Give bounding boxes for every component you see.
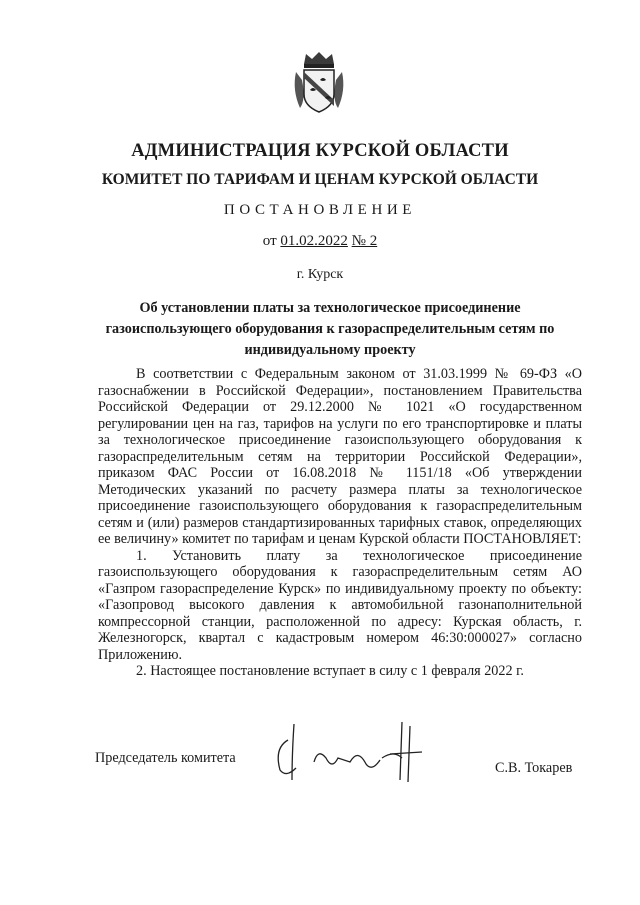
preamble-paragraph: В соответствии с Федеральным законом от 31.03.1999 № 69-ФЗ «О газоснабжении в Российской Федерации», постановлением Правительства Российской Федерации от 29.12.2000 № 1021 «О государственном регулировании цен на газ, тарифов на услуги по его транспортировке и платы за технологическое присоединение газоиспользующего оборудования к газораспределительным сетям на территории Российской Федерации», приказом ФАС России от 16.08.2018 № 1151/18 «Об утверждении Методических указаний по расчету размера платы за технологическое присоединение газоиспользующего оборудования к газораспределительным сетям и (или) размеров стандартизированных тарифных ставок, определяющих ее величину» комитет по тарифам и ценам Курской области ПОСТАНОВЛЯЕТ:: [98, 366, 582, 547]
document-number: № 2: [351, 233, 378, 249]
handwritten-signature: [262, 718, 432, 788]
document-city: г. Курск: [296, 267, 344, 282]
document-date-line: [0, 233, 640, 250]
coat-of-arms-icon: [292, 50, 346, 114]
signer-name: С.В. Токарев: [495, 760, 573, 776]
document-date: 01.02.2022: [280, 233, 348, 249]
document-type: ПОСТАНОВЛЕНИЕ: [223, 202, 417, 218]
clause-2-paragraph: 2. Настоящее постановление вступает в силу с 1 февраля 2022 г.: [136, 663, 524, 679]
clause-1-paragraph: 1. Установить плату за технологическое присоединение газоиспользующего оборудования к газораспределительным сетям АО «Газпром газораспределение Курск» по индивидуальному проекту по объекту: «Газопровод высокого давления к автомобильной газонаполнительной компрессорной станции, расположенной по адресу: Курская область, г. Железногорск, квартал с кадастровым номером 46:30:000027» согласно Приложению.: [98, 547, 582, 663]
organization-name: АДМИНИСТРАЦИЯ КУРСКОЙ ОБЛАСТИ: [131, 141, 509, 161]
signer-title: Председатель комитета: [95, 750, 236, 766]
document-body: [98, 366, 582, 680]
date-prefix: от: [262, 233, 277, 249]
document-subject: Об установлении платы за технологическое присоединение газоиспользующего оборудования к газораспределительным сетям по индивидуальному проекту: [105, 300, 555, 358]
committee-name: КОМИТЕТ ПО ТАРИФАМ И ЦЕНАМ КУРСКОЙ ОБЛАСТИ: [101, 171, 539, 188]
